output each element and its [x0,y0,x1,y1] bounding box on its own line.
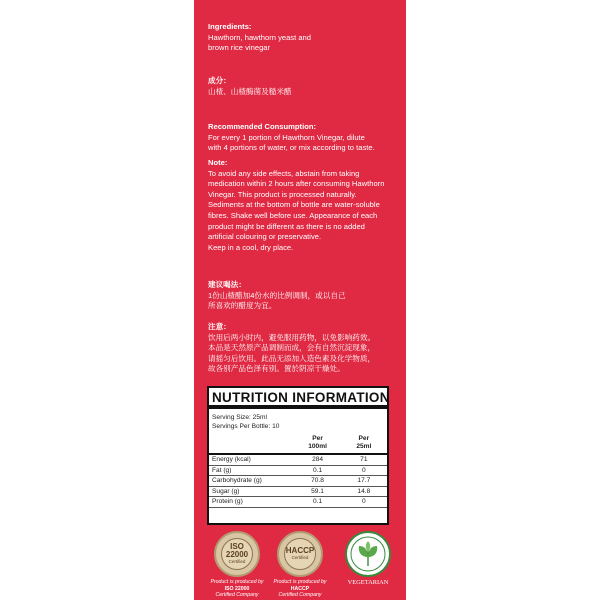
col-per-100ml-header: Per 100ml [308,435,327,450]
note-heading: Note: [208,158,228,167]
per-100ml-value: 0.1 [294,465,340,476]
per-25ml-value: 14.8 [341,486,387,497]
iso-22000-badge-icon: ISO 22000 Certified [214,531,260,577]
per-100ml-value: 0.1 [294,497,340,508]
note-cn-line: 本品是天然原产品调制而成，会有自然沉淀现象， [208,343,376,353]
nutrition-title: NUTRITION INFORMATION [209,388,387,409]
servings-per-bottle: Servings Per Bottle: 10 [212,423,280,430]
note-cn-line: 请摇匀后饮用。此品无添加人造色素及化学物质， [208,353,376,363]
haccp-caption: Product is produced by HACCP Certified Company [273,579,327,598]
ingredients-line: Hawthorn, hawthorn yeast and [208,32,311,42]
vegetarian-leaf-icon [345,531,391,577]
per-25ml-value: 17.7 [341,476,387,487]
note-line: fibres. Shake well before use. Appearance of each [208,210,378,220]
table-row [209,486,387,497]
nutrient-label: Protein (g) [209,497,294,508]
vegetarian-label: VEGETARIAN [347,579,389,586]
note-line: Vinegar. This product is processed naturally. [208,189,357,199]
consumption-line: with 4 portions of water, or mix according to taste. [208,143,375,153]
col-per-25ml-header: Per 25ml [356,435,372,450]
per-25ml-value: 0 [341,497,387,508]
per-100ml-value: 59.1 [294,486,340,497]
ingredients-heading: Ingredients: [208,22,252,31]
table-row [209,497,387,508]
nutrient-label: Energy (kcal) [209,454,294,465]
per-100ml-value: 284 [294,454,340,465]
table-row [209,454,387,465]
note-line: medication within 2 hours after consuming Hawthorn [208,179,385,189]
nutrient-label: Sugar (g) [209,486,294,497]
table-row [209,476,387,487]
note-line: Keep in a cool, dry place. [208,242,294,252]
note-cn-section [208,322,396,375]
consumption-section [208,122,396,154]
iso-caption: Product is produced by ISO 22000 Certified Company [210,579,264,598]
haccp-badge-icon: HACCP Certified [277,531,323,577]
table-row [209,465,387,476]
consumption-heading: Recommended Consumption: [208,122,317,131]
nutrition-panel [207,386,389,525]
per-25ml-value: 0 [341,465,387,476]
note-cn-line: 饮用后两小时内，避免服用药物，以免影响药效。 [208,332,376,342]
ingredients-cn-heading: 成分： [208,76,231,85]
nutrient-label: Carbohydrate (g) [209,476,294,487]
consumption-cn-line: 所喜欢的醋度为宜。 [208,301,277,311]
note-line: product might be different as there is no added [208,221,365,231]
ingredients-cn-section [208,76,396,97]
ingredients-line: brown rice vinegar [208,43,271,53]
note-cn-line: 故各别产品色泽有别。置於阴凉干燥处。 [208,364,345,374]
note-cn-heading: 注意： [208,322,231,331]
note-line: artificial colouring or preservative. [208,232,322,242]
note-section [208,158,396,253]
nutrition-table [209,435,387,508]
serving-size: Serving Size: 25ml [212,414,267,421]
consumption-line: For every 1 portion of Hawthorn Vinegar, dilute [208,132,365,142]
ingredients-section [208,22,396,54]
consumption-cn-line: 1份山楂醋加4份水的比例调制，或以自己 [208,290,346,300]
consumption-cn-heading: 建议喝法： [208,280,246,289]
ingredients-cn-line: 山楂、山楂酶菌及糙米醋 [208,86,292,96]
per-25ml-value: 71 [341,454,387,465]
note-line: Sediments at the bottom of bottle are water-soluble [208,200,380,210]
note-line: To avoid any side effects, abstain from taking [208,168,360,178]
consumption-cn-section [208,280,396,312]
nutrient-label: Fat (g) [209,465,294,476]
per-100ml-value: 70.8 [294,476,340,487]
